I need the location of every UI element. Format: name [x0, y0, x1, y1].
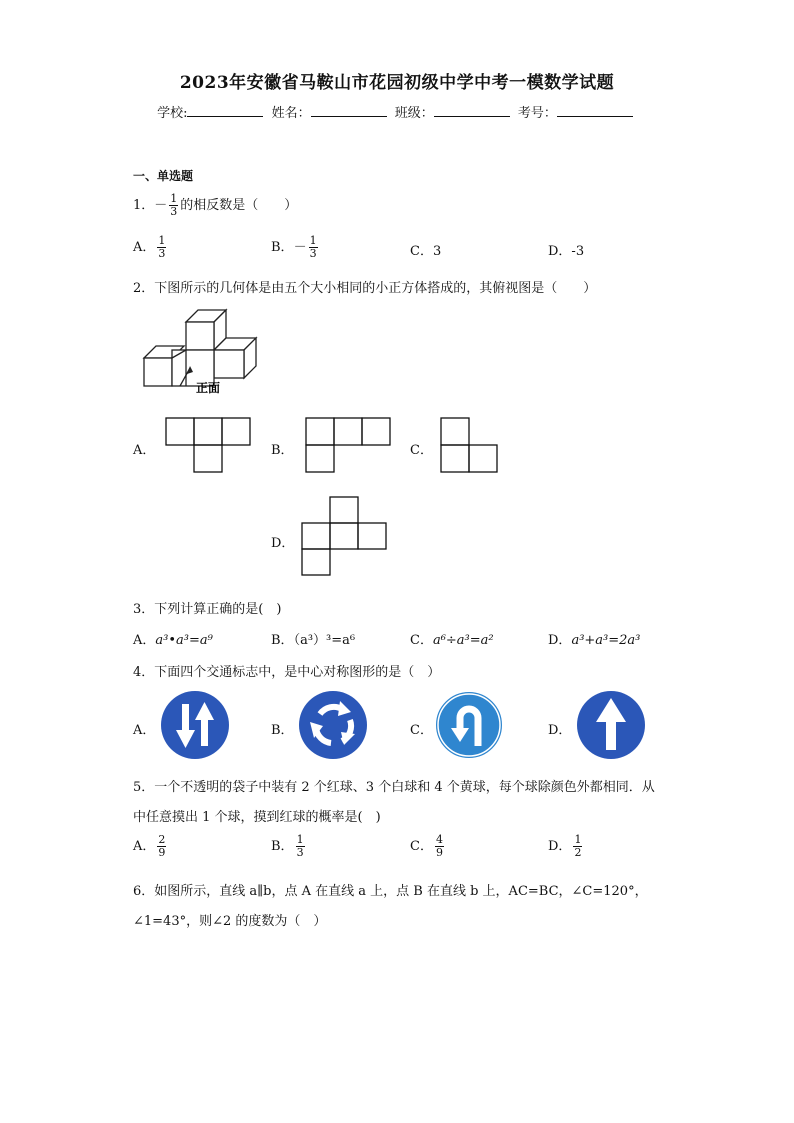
q1-frac-num: 1: [170, 192, 178, 205]
grid-square: [441, 418, 469, 445]
question-3: 3．下列计算正确的是( ): [133, 602, 282, 617]
sign-background: [299, 691, 367, 759]
arrow-shaft: [182, 704, 189, 734]
roundabout-sign-icon[interactable]: [298, 690, 368, 760]
grid-square: [302, 523, 330, 549]
exam-no-blank[interactable]: [557, 104, 633, 117]
u-turn-sign-icon[interactable]: [434, 690, 504, 760]
option-label: B．: [271, 633, 294, 648]
exam-no-label: 考号：: [517, 106, 557, 121]
option-label: A．: [133, 633, 156, 648]
class-blank[interactable]: [434, 104, 510, 117]
q1-fraction: [169, 193, 178, 218]
frac-den: 3: [309, 247, 317, 260]
straight-ahead-sign-icon[interactable]: [576, 690, 646, 760]
question-2: 2．下图所示的几何体是由五个大小相同的小正方体搭成的，其俯视图是（ ）: [133, 281, 597, 296]
question-5-line-1: 5．一个不透明的袋子中装有 2 个红球、3 个白球和 4 个黄球，每个球除颜色外都相同．从: [133, 780, 655, 795]
option-label: A．: [133, 240, 156, 255]
front-label: 正面: [196, 381, 221, 395]
option-expression: a³+a³=2a³: [571, 633, 641, 648]
grid-square: [166, 418, 194, 445]
q5-option-d[interactable]: [548, 834, 584, 859]
q2-option-b-figure[interactable]: [306, 418, 390, 474]
two-way-traffic-sign-icon[interactable]: [160, 690, 230, 760]
option-neg: －: [293, 240, 307, 255]
question-4: 4．下面四个交通标志中，是中心对称图形的是（ ）: [133, 665, 441, 680]
q5-option-b[interactable]: [271, 834, 307, 859]
grid-square: [306, 445, 334, 472]
cube-face: [214, 350, 244, 378]
q3-option-d[interactable]: [548, 629, 640, 648]
q3-option-c[interactable]: [410, 629, 494, 648]
grid-square: [358, 523, 386, 549]
grid-square: [222, 418, 250, 445]
option-label: B．: [271, 240, 294, 255]
school-label: 学校:: [157, 106, 188, 121]
q2-option-a-label[interactable]: A．: [133, 443, 156, 458]
option-fraction: [435, 834, 444, 859]
frac-num: 1: [309, 234, 317, 247]
option-label: C．: [410, 839, 433, 854]
frac-den: 3: [158, 247, 166, 260]
q2-option-d-label[interactable]: D．: [271, 536, 295, 551]
option-fraction: [157, 235, 166, 260]
option-fraction: [296, 834, 305, 859]
frac-num: 1: [158, 234, 166, 247]
frac-den: 9: [158, 846, 166, 859]
frac-num: 4: [435, 833, 443, 846]
q4-option-d-label[interactable]: D．: [548, 723, 572, 738]
student-info: [0, 102, 794, 121]
option-fraction: [309, 235, 318, 260]
option-expression: （a³）³=a⁶: [293, 633, 356, 648]
q2-option-d-figure[interactable]: [302, 497, 386, 577]
school-blank[interactable]: [187, 104, 263, 117]
q4-option-a-label[interactable]: A．: [133, 723, 156, 738]
grid-square: [194, 418, 222, 445]
question-6-line-1: 6．如图所示，直线 a∥b，点 A 在直线 a 上，点 B 在直线 b 上，AC=BC，∠C=120°，: [133, 884, 648, 899]
option-label: D．: [548, 633, 572, 648]
q1-option-c[interactable]: C．3: [410, 244, 442, 259]
frac-den: 3: [296, 846, 304, 859]
q1-option-d[interactable]: D．-3: [548, 244, 585, 259]
grid-square: [330, 497, 358, 523]
grid-square: [302, 549, 330, 575]
grid-square: [194, 445, 222, 472]
q1-option-b[interactable]: [271, 235, 320, 260]
option-fraction: [157, 834, 166, 859]
q2-option-c-figure[interactable]: [441, 418, 497, 474]
q2-option-c-label[interactable]: C．: [410, 443, 433, 458]
grid-square: [469, 445, 497, 472]
q3-option-b[interactable]: [271, 629, 355, 648]
frac-num: 2: [158, 833, 166, 846]
q2-option-b-label[interactable]: B．: [271, 443, 294, 458]
option-label: C．: [410, 633, 433, 648]
q5-option-a[interactable]: [133, 834, 168, 859]
option-fraction: [573, 834, 582, 859]
frac-num: 1: [296, 833, 304, 846]
name-label: 姓名：: [271, 106, 311, 121]
q3-option-a[interactable]: [133, 629, 213, 648]
grid-square: [441, 445, 469, 472]
q1-number: 1．: [133, 198, 155, 213]
q2-option-a-figure[interactable]: [166, 418, 250, 474]
option-label: B．: [271, 839, 294, 854]
cube-figure: [140, 306, 265, 398]
frac-den: 9: [435, 846, 443, 859]
option-label: D．: [548, 839, 572, 854]
q4-option-c-label[interactable]: C．: [410, 723, 433, 738]
cube-face: [186, 322, 214, 350]
sign-background: [161, 691, 229, 759]
q4-option-b-label[interactable]: B．: [271, 723, 294, 738]
name-blank[interactable]: [311, 104, 387, 117]
question-1: [133, 193, 297, 218]
q1-neg: －: [154, 198, 168, 213]
q5-option-c[interactable]: [410, 834, 446, 859]
frac-den: 2: [574, 846, 582, 859]
section-heading: 一、单选题: [133, 169, 194, 183]
arrow-shaft: [606, 718, 616, 750]
option-label: A．: [133, 839, 156, 854]
option-expression: a⁶÷a³=a²: [432, 633, 494, 648]
cube-face: [144, 358, 172, 386]
arrow-shaft: [201, 716, 208, 746]
sign-background: [435, 691, 503, 759]
grid-square: [362, 418, 390, 445]
grid-square: [330, 523, 358, 549]
option-expression: a³•a³=a⁹: [155, 633, 213, 648]
class-label: 班级：: [394, 106, 434, 121]
page-title: 2023年安徽省马鞍山市花园初级中学中考一模数学试题: [179, 73, 615, 93]
question-5-line-2: 中任意摸出 1 个球，摸到红球的概率是( ): [133, 810, 381, 825]
frac-num: 1: [574, 833, 582, 846]
grid-square: [334, 418, 362, 445]
q1-frac-den: 3: [170, 205, 178, 218]
grid-square: [306, 418, 334, 445]
question-6-line-2: ∠1=43°，则∠2 的度数为（ ）: [133, 914, 327, 929]
q1-text: 的相反数是（ ）: [180, 198, 298, 213]
q1-option-a[interactable]: [133, 235, 168, 260]
